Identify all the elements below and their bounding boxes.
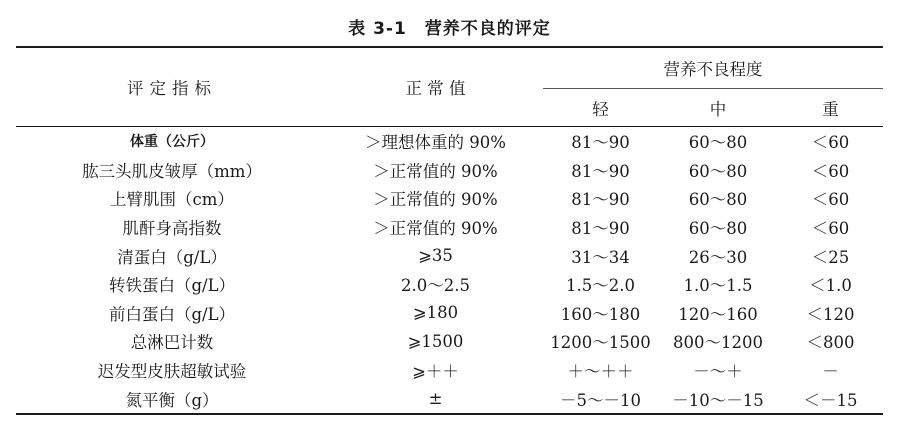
mild-cell: －5～－10: [543, 384, 658, 414]
normal-value-cell: ＞正常值的 90%: [373, 161, 498, 181]
mild-cell: 160～180: [560, 304, 641, 324]
indicator-cell: 前白蛋白（g/L）: [108, 304, 236, 324]
moderate-cell: 60～80: [688, 190, 748, 210]
indicator-cell: 氮平衡（g）: [16, 384, 328, 414]
severe-cell: ＜60: [811, 190, 850, 210]
indicator-cell: 肱三头肌皮皱厚（mm）: [82, 161, 262, 181]
indicator-cell: 转铁蛋白（g/L）: [108, 276, 236, 296]
moderate-cell: 60～80: [688, 161, 748, 181]
moderate-cell: 1.0～1.5: [683, 276, 753, 296]
table-row: [16, 327, 883, 356]
mild-cell: 1200～1500: [550, 333, 651, 353]
severe-cell: ＜1.0: [809, 276, 852, 296]
moderate-cell: 800～1200: [673, 333, 763, 353]
table-header: [16, 47, 883, 127]
severe-cell: ＜60: [811, 133, 850, 153]
indicator-cell: 体重（公斤）: [130, 134, 214, 151]
severe-cell: ＜60: [811, 161, 850, 181]
indicator-cell: 清蛋白（g/L）: [117, 247, 227, 267]
indicator-cell: 上臂肌围（cm）: [110, 190, 234, 210]
indicator-cell: 迟发型皮肤超敏试验: [97, 362, 247, 382]
header-normal-value: 正 常 值: [328, 47, 543, 127]
mild-cell: 81～90: [571, 190, 630, 210]
table-row: [16, 184, 883, 213]
mild-cell: 31～34: [571, 247, 630, 267]
normal-value-cell: 2.0～2.5: [401, 276, 470, 296]
table-row: [16, 156, 883, 185]
moderate-cell: －10～－15: [658, 384, 778, 414]
table-row: [16, 241, 883, 270]
severe-cell: ＜800: [806, 333, 855, 353]
header-mild: 轻: [543, 89, 658, 127]
table-row: [16, 270, 883, 299]
normal-value-cell: ±: [328, 384, 543, 414]
table-row: [16, 299, 883, 328]
severe-cell: ＜60: [811, 219, 850, 239]
moderate-cell: －～＋: [693, 362, 743, 382]
table-row: [16, 127, 883, 156]
table-body: [16, 127, 883, 414]
moderate-cell: 60～80: [688, 133, 748, 153]
normal-value-cell: ⩾180: [412, 303, 459, 323]
table-row: [16, 384, 883, 414]
table-caption: [0, 14, 899, 39]
malnutrition-assessment-table: [16, 46, 883, 415]
severe-cell: ＜－15: [778, 384, 883, 414]
normal-value-cell: ＞理想体重的 90%: [365, 133, 506, 153]
indicator-cell: 肌酐身高指数: [122, 219, 222, 239]
header-severe: 重: [778, 89, 883, 127]
header-indicator: 评定指标: [16, 47, 328, 127]
severe-cell: ＜25: [811, 247, 850, 267]
table-row: [16, 213, 883, 242]
normal-value-cell: ＞正常值的 90%: [373, 190, 498, 210]
normal-value-cell: ⩾35: [418, 246, 453, 266]
table-number: 表 3-1: [348, 19, 407, 39]
mild-cell: 81～90: [571, 133, 630, 153]
normal-value-cell: ＞正常值的 90%: [373, 219, 498, 239]
severe-cell: ＜120: [806, 304, 855, 324]
indicator-cell: 总淋巴计数: [130, 333, 214, 353]
mild-cell: 1.5～2.0: [566, 276, 635, 296]
severe-cell: －: [822, 362, 839, 382]
moderate-cell: 60～80: [688, 219, 748, 239]
header-malnutrition-degree: 营养不良程度: [543, 47, 883, 89]
normal-value-cell: ⩾＋＋: [412, 362, 459, 382]
normal-value-cell: ⩾1500: [407, 331, 464, 351]
moderate-cell: 120～160: [678, 304, 758, 324]
header-moderate: 中: [658, 89, 778, 127]
mild-cell: 81～90: [571, 161, 630, 181]
table-title: 营养不良的评定: [424, 19, 551, 39]
table-row: [16, 356, 883, 385]
moderate-cell: 26～30: [688, 247, 748, 267]
mild-cell: ＋～＋＋: [567, 362, 634, 382]
mild-cell: 81～90: [571, 219, 630, 239]
